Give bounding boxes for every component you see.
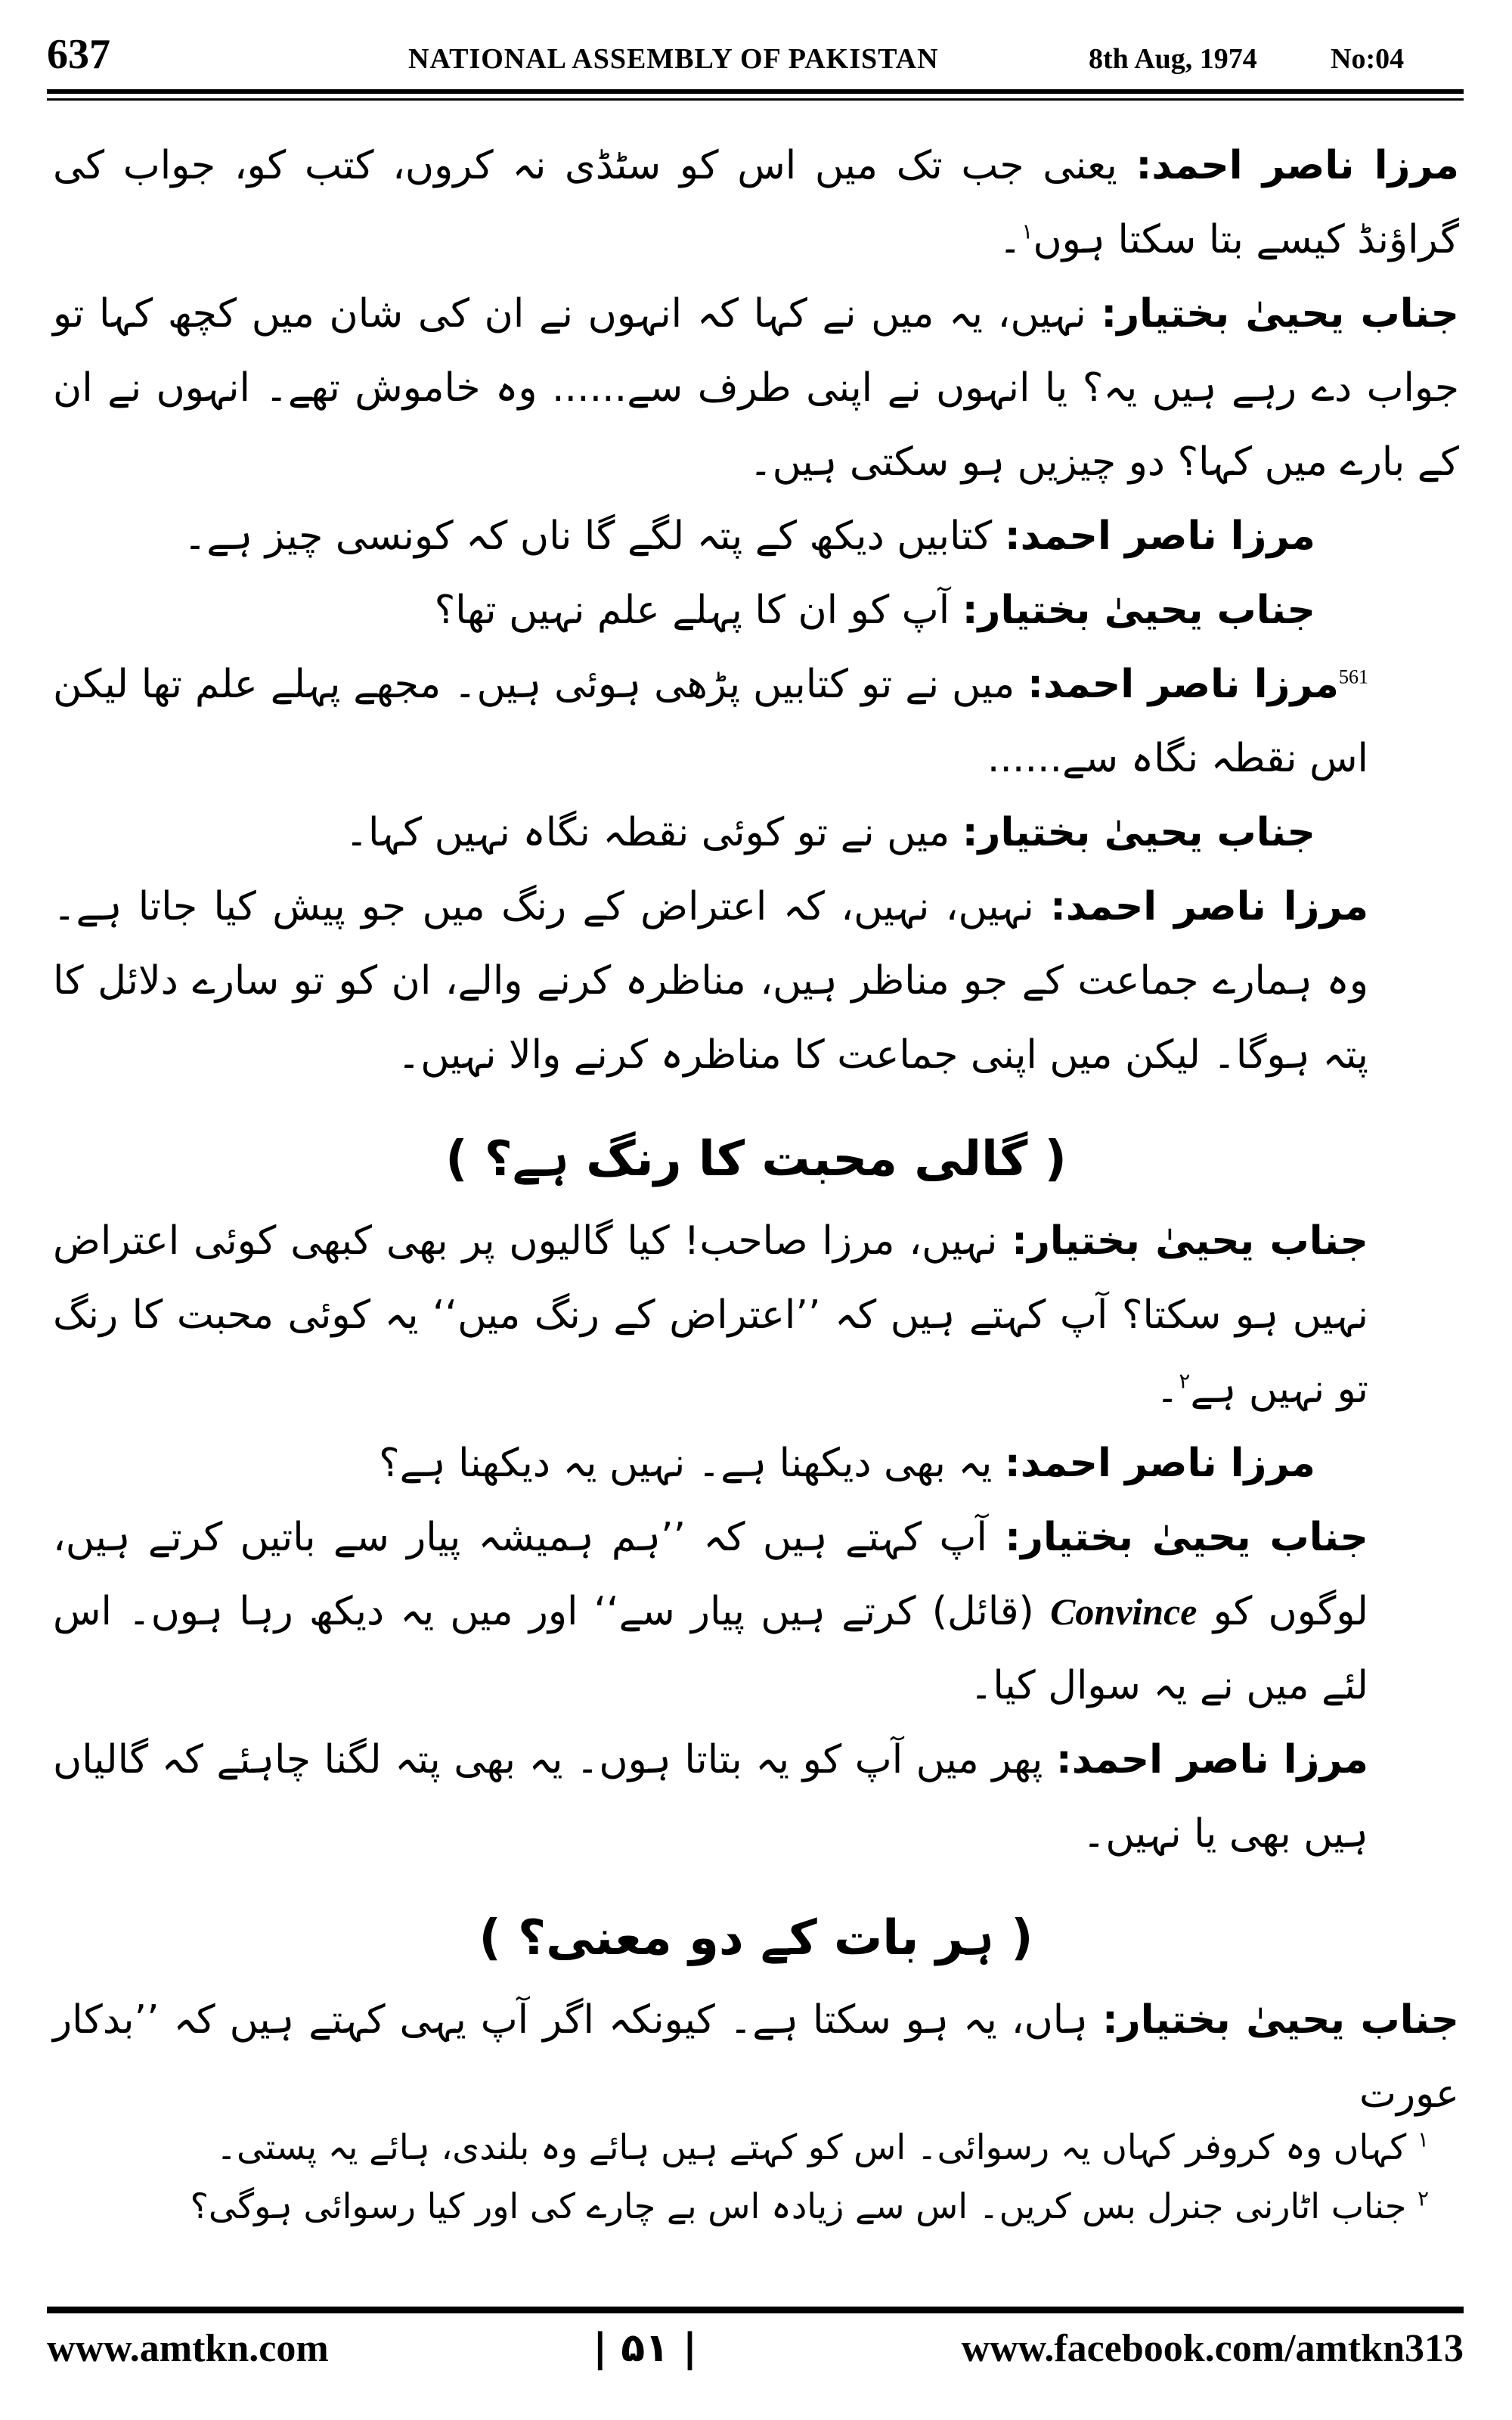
footer-page-number: | ۵۱ | <box>593 2325 697 2371</box>
paragraph <box>53 796 1459 870</box>
publication-title: NATIONAL ASSEMBLY OF PAKISTAN <box>408 43 939 75</box>
paragraph-text: آپ کہتے ہیں کہ ’’ہم ہمیشہ پیار سے باتیں کرتے ہیں، لوگوں کو <box>53 1515 1369 1634</box>
section-heading: ( گالی محبت کا رنگ ہے؟ ) <box>445 1131 1067 1187</box>
footnote-marker: ۲ <box>1417 2186 1429 2211</box>
speaker-label: جناب یحییٰ بختیار: <box>962 588 1315 633</box>
footer-rule <box>47 2307 1464 2313</box>
footnote-marker: ۲ <box>1179 1368 1191 1394</box>
speaker-label: مرزا ناصر احمد: <box>1055 1737 1368 1782</box>
speaker-label: جناب یحییٰ بختیار: <box>1012 1218 1368 1264</box>
paragraph <box>53 573 1459 647</box>
speaker-label: جناب یحییٰ بختیار: <box>962 810 1315 855</box>
page-number: 637 <box>47 31 110 78</box>
paragraph <box>53 647 1459 796</box>
paragraph <box>53 277 1459 499</box>
issue-number: No:04 <box>1331 43 1405 75</box>
header-rule <box>47 89 1464 94</box>
paragraph-text-continued: (قائل) کرتے ہیں پیار سے‘‘ اور میں یہ دیکھ رہا ہوں۔ اس لئے میں نے یہ سوال کیا۔ <box>53 1589 1368 1708</box>
speaker-label: مرزا ناصر احمد: <box>1004 513 1315 559</box>
paragraph-text: آپ کو ان کا پہلے علم نہیں تھا؟ <box>434 588 950 633</box>
paragraph <box>53 1500 1459 1723</box>
speaker-label: مرزا ناصر احمد: <box>1027 662 1340 707</box>
footnote <box>53 2176 1459 2235</box>
speaker-label: جناب یحییٰ بختیار: <box>1102 1997 1459 2043</box>
publication-date: 8th Aug, 1974 <box>1089 43 1257 75</box>
paragraph <box>53 499 1459 573</box>
paragraph-text: نہیں، یہ میں نے کہا کہ انہوں نے ان کی شان میں کچھ کہا تو جواب دے رہے ہیں یہ؟ یا انہوں نے اپنی طرف سے...... وہ خاموش تھے۔ انہوں نے ان کے بارے میں کہا؟ دو چیزیں ہو سکتی ہیں۔ <box>53 291 1459 485</box>
footer <box>47 2325 1464 2371</box>
speaker-label: جناب یحییٰ بختیار: <box>1005 1515 1368 1560</box>
paragraph-text: ہاں، یہ ہو سکتا ہے۔ کیونکہ اگر آپ یہی کہتے ہیں کہ ’’بدکار عورت <box>53 1997 1459 2117</box>
paragraph-text: یعنی جب تک میں اس کو سٹڈی نہ کروں، کتب کو، جواب کی گراؤنڈ کیسے بتا سکتا ہوں <box>53 143 1459 262</box>
paragraph-text: پھر میں آپ کو یہ بتاتا ہوں۔ یہ بھی پتہ لگنا چاہئے کہ گالیاں ہیں بھی یا نہیں۔ <box>53 1737 1368 1857</box>
speaker-label: مرزا ناصر احمد: <box>1136 143 1459 188</box>
paragraph: جناب یحییٰ بختیار: نہیں، مرزا صاحب! کیا گالیوں پر بھی کبھی کوئی اعتراض نہیں ہو سکتا؟ آپ کہتے ہیں کہ ’’اعتراض کے رنگ میں‘‘ یہ کوئی محبت کا رنگ تو نہیں ہے$^۲$۔ <box>53 1218 1368 1412</box>
paragraph <box>53 870 1459 1092</box>
footnote <box>53 2118 1459 2176</box>
speaker-label: مرزا ناصر احمد: <box>1004 1441 1315 1486</box>
footnote-marker: ۱ <box>1417 2127 1429 2152</box>
footnote-text: کہاں وہ کروفر کہاں یہ رسوائی۔ اس کو کہتے ہیں ہائے وہ بلندی، ہائے یہ پستی۔ <box>216 2127 1407 2167</box>
paragraph-text: یہ بھی دیکھنا ہے۔ نہیں یہ دیکھنا ہے؟ <box>379 1441 993 1486</box>
facebook-link[interactable]: www.facebook.com/amtkn313 <box>961 2326 1464 2370</box>
footnote-marker: ۱ <box>1021 219 1033 244</box>
english-term: Convince <box>1050 1590 1198 1633</box>
header-rule-thin <box>47 98 1464 101</box>
paragraph-text: میں نے تو کتابیں پڑھی ہوئی ہیں۔ مجھے پہلے علم تھا لیکن اس نقطہ نگاہ سے...... <box>53 662 1368 781</box>
paragraph: مرزا ناصر احمد: یعنی جب تک میں اس کو سٹڈی نہ کروں، کتب کو، جواب کی گراؤنڈ کیسے بتا سکتا ہوں$^۱$۔ <box>53 143 1459 262</box>
paragraph-text: میں نے تو کوئی نقطہ نگاہ نہیں کہا۔ <box>345 810 950 855</box>
paragraph-text: کتابیں دیکھ کے پتہ لگے گا ناں کہ کونسی چیز ہے۔ <box>183 513 993 559</box>
paragraph <box>53 1723 1459 1871</box>
transcript-body <box>53 129 1459 2131</box>
paragraph-text: نہیں، مرزا صاحب! کیا گالیوں پر بھی کبھی کوئی اعتراض نہیں ہو سکتا؟ آپ کہتے ہیں کہ ’’اعتراض کے رنگ میں‘‘ یہ کوئی محبت کا رنگ تو نہیں ہے <box>53 1218 1368 1412</box>
paragraph <box>53 1983 1459 2131</box>
speaker-label: مرزا ناصر احمد: <box>1050 884 1369 929</box>
paragraph <box>53 1426 1459 1500</box>
website-link[interactable]: www.amtkn.com <box>47 2326 329 2370</box>
original-page-reference: 561 <box>1339 666 1369 688</box>
speaker-label: جناب یحییٰ بختیار: <box>1101 291 1460 337</box>
section-heading: ( ہر بات کے دو معنی؟ ) <box>479 1910 1033 1966</box>
paragraph-text: نہیں، نہیں، کہ اعتراض کے رنگ میں جو پیش کیا جاتا ہے۔ وہ ہمارے جماعت کے جو مناظر ہیں، مناظرہ کرنے والے، ان کو تو سارے دلائل کا پتہ ہوگا۔ لیکن میں اپنی جماعت کا مناظرہ کرنے والا نہیں۔ <box>53 884 1368 1078</box>
footnotes <box>53 2118 1459 2235</box>
footnote-text: جناب اٹارنی جنرل بس کریں۔ اس سے زیادہ اس بے چارے کی اور کیا رسوائی ہوگی؟ <box>190 2186 1407 2226</box>
